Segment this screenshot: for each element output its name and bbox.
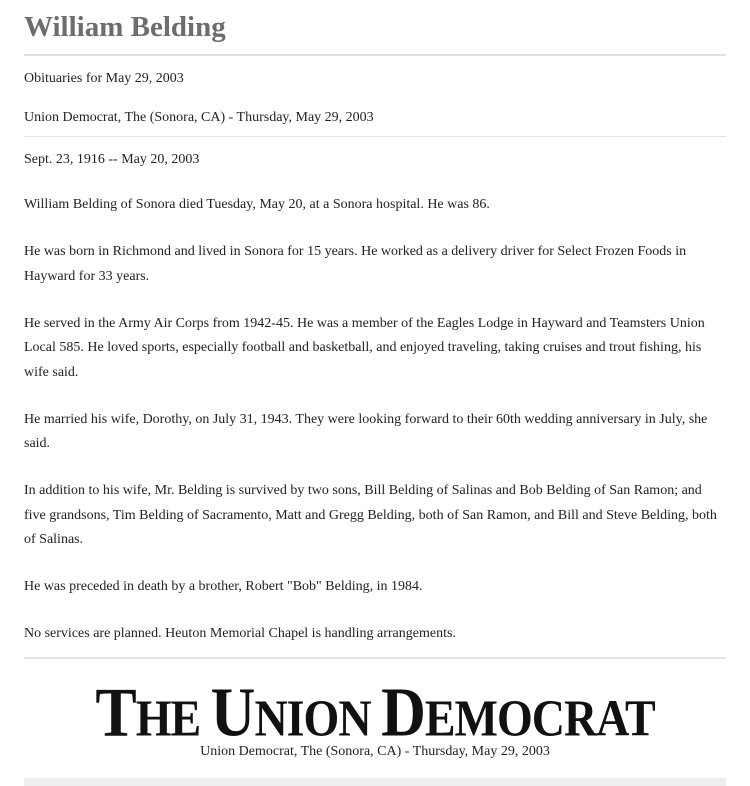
newspaper-logo: THE UNION DEMOCRAT — [95, 675, 655, 752]
footer — [0, 675, 750, 761]
source-line: Union Democrat, The (Sonora, CA) - Thursday, May 29, 2003 — [24, 110, 374, 125]
article-body — [24, 193, 726, 647]
paragraph: He was preceded in death by a brother, Robert "Bob" Belding, in 1984. — [24, 579, 423, 594]
paragraph: William Belding of Sonora died Tuesday, May 20, at a Sonora hospital. He was 86. — [24, 197, 490, 212]
page-title: William Belding — [24, 11, 226, 43]
footer-source-line: Union Democrat, The (Sonora, CA) - Thursday, May 29, 2003 — [200, 744, 550, 759]
paragraph: He served in the Army Air Corps from 1942-45. He was a member of the Eagles Lodge in Hayward and Teamsters Union Local 585. He loved sports, especially football and basketball, and enjoyed traveling, taking cruises and trout fishing, his wife said. — [24, 315, 705, 380]
life-dates: Sept. 23, 1916 -- May 20, 2003 — [24, 152, 200, 167]
footer-divider — [24, 657, 726, 659]
paragraph: No services are planned. Heuton Memorial Chapel is handling arrangements. — [24, 626, 456, 641]
paragraph: In addition to his wife, Mr. Belding is survived by two sons, Bill Belding of Salinas and Bob Belding of San Ramon; and five grandsons, Tim Belding of Sacramento, Matt and Gregg Belding, both of San Ramon, and Bill and Steve Belding, both of Salinas. — [24, 483, 717, 547]
bottom-bar — [24, 778, 726, 786]
article — [24, 0, 726, 659]
paragraph: He married his wife, Dorothy, on July 31, 1943. They were looking forward to their 60th wedding anniversary in July, she said. — [24, 411, 708, 451]
section-label: Obituaries for May 29, 2003 — [24, 71, 184, 86]
paragraph: He was born in Richmond and lived in Sonora for 15 years. He worked as a delivery driver for Select Frozen Foods in Hayward for 33 years. — [24, 244, 687, 284]
